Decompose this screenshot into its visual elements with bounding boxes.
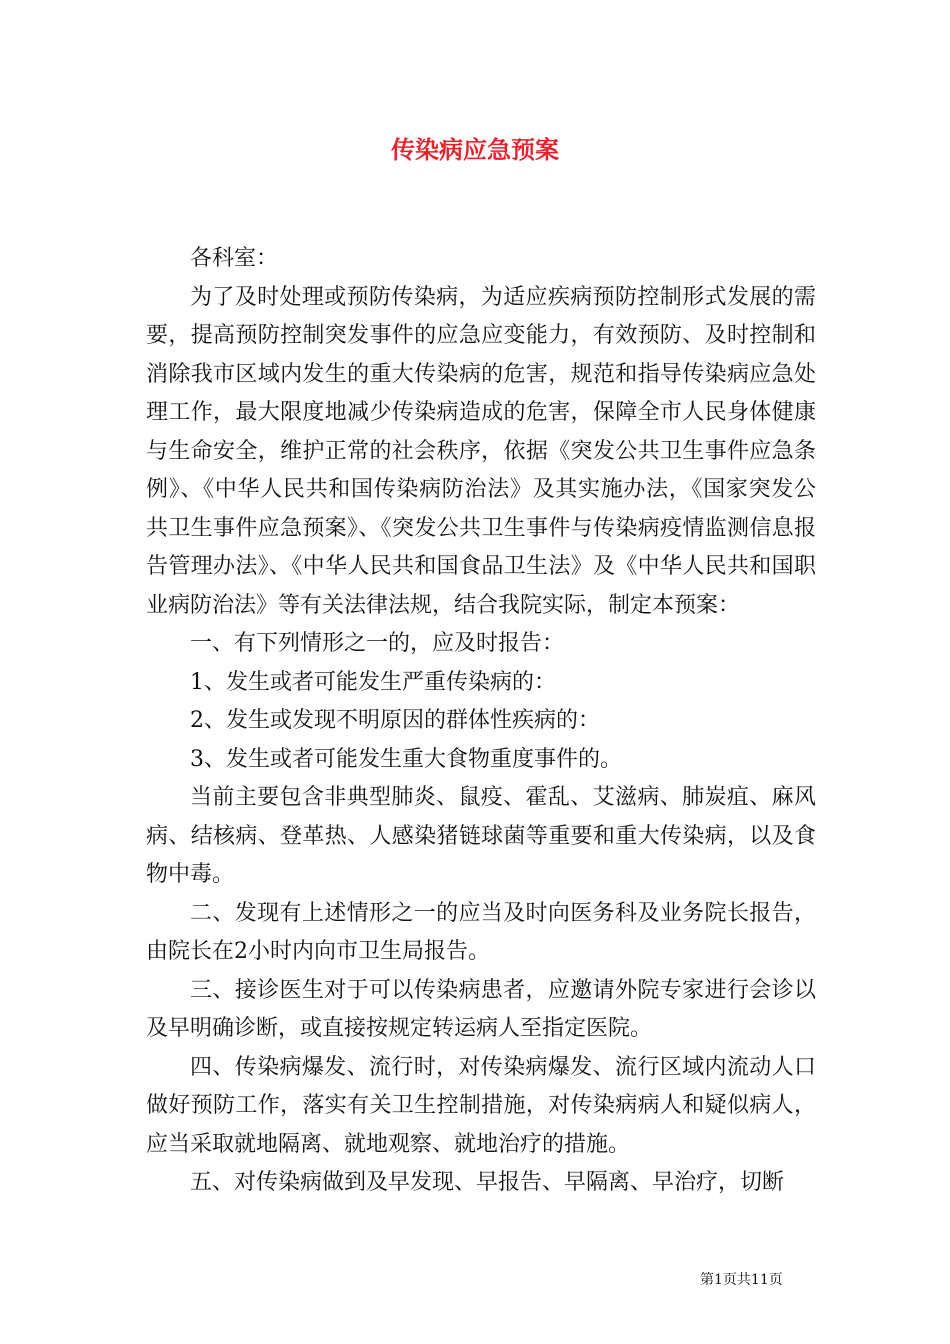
paragraph-section-2: 二、发现有上述情形之一的应当及时向医务科及业务院长报告，由院长在2小时内向市卫生局报告。 [146,900,816,964]
paragraph-intro: 为了及时处理或预防传染病，为适应疾病预防控制形式发展的需要，提高预防控制突发事件的应急应变能力，有效预防、及时控制和消除我市区域内发生的重大传染病的危害，规范和指导传染病应急处理工作，最大限度地减少传染病造成的危害，保障全市人民身体健康与生命安全，维护正常的社会秩序，依据《突发公共卫生事件应急条例》、《中华人民共和国传染病防治法》及其实施办法，《国家突发公共卫生事件应急预案》、《突发公共卫生事件与传染病疫情监测信息报告管理办法》、《中华人民共和国食品卫生法》及《中华人民共和国职业病防治法》等有关法律法规，结合我院实际，制定本预案： [146,284,816,618]
paragraph-section-4: 四、传染病爆发、流行时，对传染病爆发、流行区域内流动人口做好预防工作，落实有关卫生控制措施，对传染病病人和疑似病人，应当采取就地隔离、就地观察、就地治疗的措施。 [146,1054,816,1157]
paragraph-item-2: 2、发生或发现不明原因的群体性疾病的： [190,708,600,733]
page-footer: 第1页共11页 [700,1272,783,1288]
salutation: 各科室： [190,246,279,271]
paragraph-item-1: 1、发生或者可能发生严重传染病的： [190,669,556,695]
paragraph-item-3: 3、发生或者可能发生重大食物重度事件的。 [190,746,622,772]
paragraph-section-1: 一、有下列情形之一的，应及时报告： [190,631,565,656]
document-body [146,240,816,1203]
paragraph-disease-list: 当前主要包含非典型肺炎、鼠疫、霍乱、艾滋病、肺炭疽、麻风病、结核病、登革热、人感染猪链球菌等重要和重大传染病，以及食物中毒。 [146,785,816,887]
paragraph-section-3: 三、接诊医生对于可以传染病患者，应邀请外院专家进行会诊以及早明确诊断，或直接按规定转运病人至指定医院。 [146,977,816,1041]
page-title: 传染病应急预案 [391,135,559,164]
paragraph-section-5: 五、对传染病做到及早发现、早报告、早隔离、早治疗，切断 [190,1170,785,1195]
